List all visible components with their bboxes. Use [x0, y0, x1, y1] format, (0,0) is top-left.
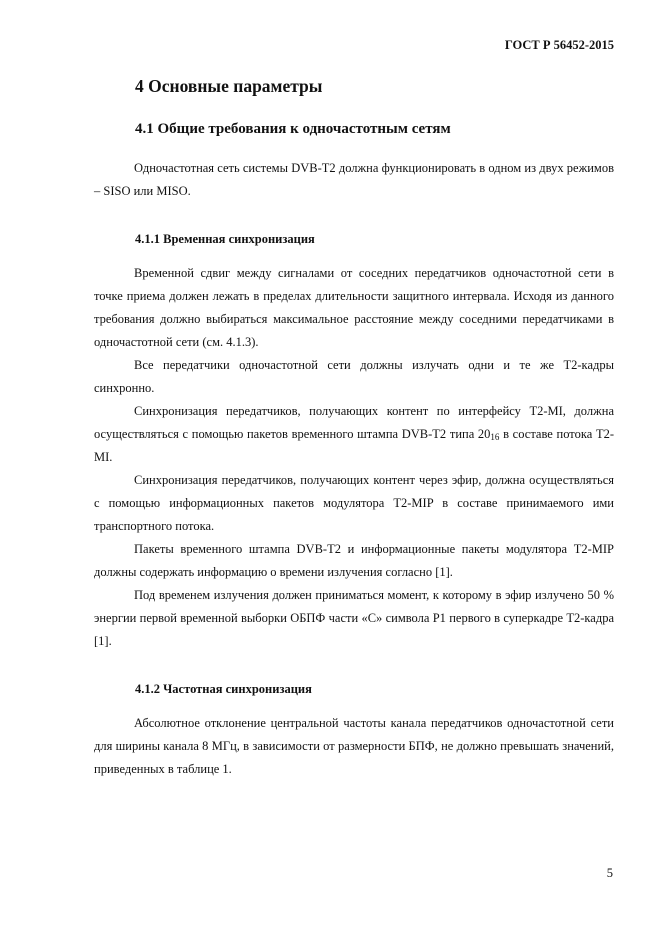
time-sync-paragraph-3-tail: в составе потока Т2-MI.: [94, 427, 614, 464]
freq-sync-title: 4.1.2 Частотная синхронизация: [135, 682, 312, 696]
subsection-title: 4.1 Общие требования к одночастотным сетям: [135, 121, 451, 137]
page-number: 5: [606, 866, 613, 880]
time-sync-title: 4.1.1 Временная синхронизация: [135, 232, 315, 246]
time-sync-paragraph-1: Временной сдвиг между сигналами от соседних передатчиков одночастотной сети в точке приема должен лежать в пределах длительности защитного интервала. Исходя из данного требования должно выбираться максимальное расстояние между соседними передатчиками в одночастотной сети (см. 4.1.3).: [94, 266, 614, 349]
section-title: 4 Основные параметры: [135, 76, 323, 96]
time-sync-paragraph-2: Все передатчики одночастотной сети должны излучать одни и те же Т2-кадры синхронно.: [94, 358, 614, 395]
time-sync-paragraph-3: [94, 400, 614, 469]
time-sync-paragraph-3-text: Синхронизация передатчиков, получающих контент по интерфейсу Т2-MI, должна осуществляться с помощью пакетов временного штампа DVB-T2 типа 20: [94, 404, 614, 441]
document-header: ГОСТ Р 56452-2015: [504, 38, 614, 52]
time-sync-paragraph-4: Синхронизация передатчиков, получающих контент через эфир, должна осуществляться с помощью информационных пакетов модулятора Т2-MIP в составе принимаемого ими транспортного потока.: [94, 473, 614, 533]
hex-subscript: 16: [490, 432, 500, 442]
intro-paragraph: Одночастотная сеть системы DVB-T2 должна функционировать в одном из двух режимов – SISO или MISO.: [94, 161, 614, 198]
freq-sync-paragraph-1: Абсолютное отклонение центральной частоты канала передатчиков одночастотной сети для ширины канала 8 МГц, в зависимости от размерности БПФ, не должно превышать значений, приведенных в таблице 1.: [94, 716, 614, 776]
time-sync-paragraph-6: Под временем излучения должен приниматься момент, к которому в эфир излучено 50 % энергии первой временной выборки ОБПФ части «С» символа Р1 первого в суперкадре Т2-кадра [1].: [94, 588, 614, 648]
time-sync-paragraph-5: Пакеты временного штампа DVB-T2 и информационные пакеты модулятора Т2-MIP должны содержать информацию о времени излучения согласно [1].: [94, 542, 614, 579]
